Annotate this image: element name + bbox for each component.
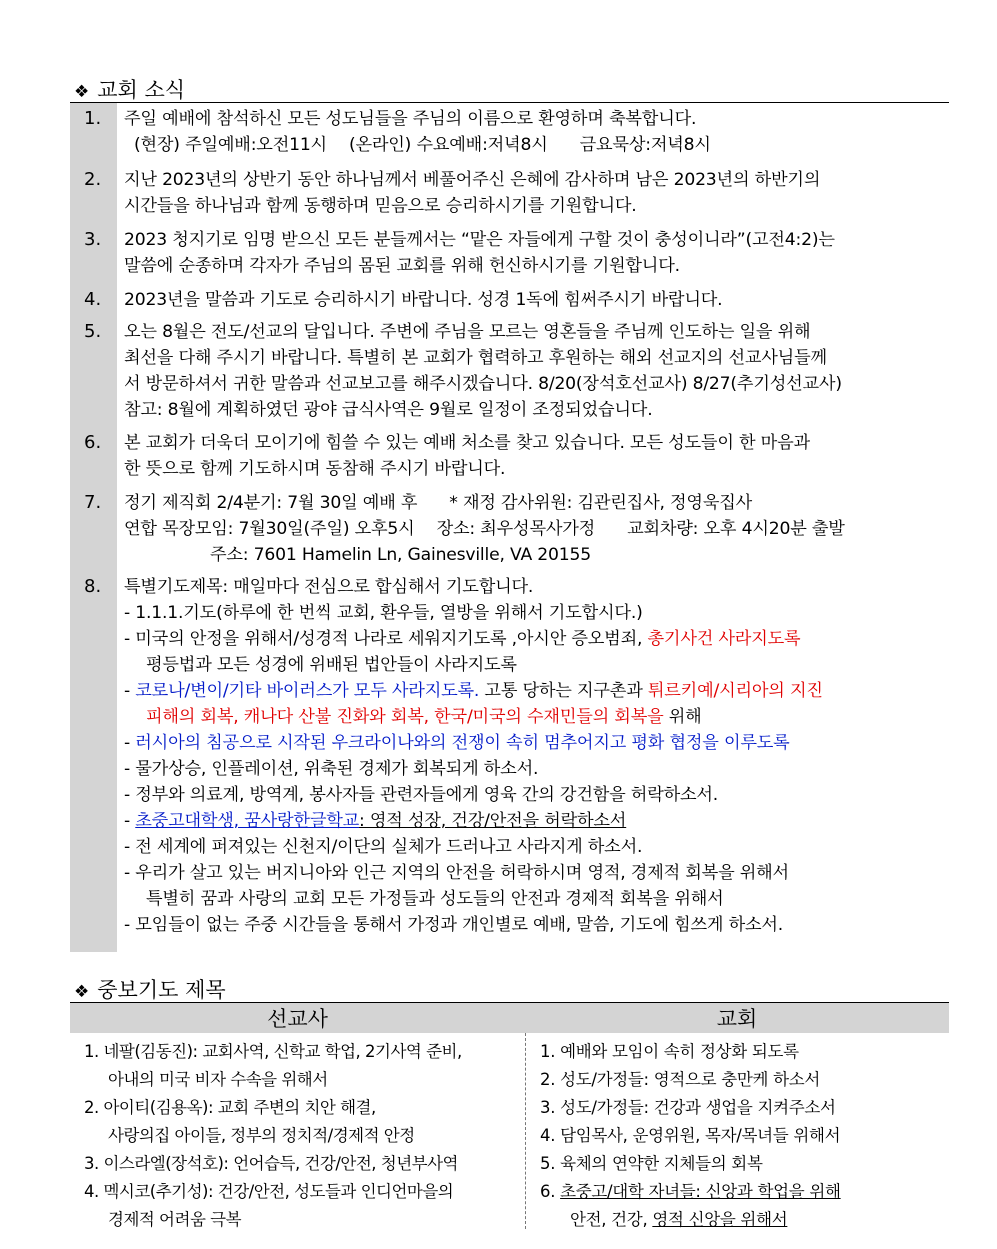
news-line: 서 방문하셔서 귀한 말씀과 선교보고를 해주시겠습니다. 8/20(장석호선교사) 8/27(추기성선교사) — [124, 374, 842, 394]
section-title-intercession — [74, 974, 226, 1004]
news-line: 시간들을 하나님과 함께 동행하며 믿음으로 승리하시기를 기원합니다. — [124, 196, 637, 216]
news-body — [117, 571, 949, 952]
prayer-line: 평등법과 모든 성경에 위배된 법안들이 사라지도록 — [146, 655, 517, 675]
news-line: 지난 2023년의 상반기 동안 하나님께서 베풀어주신 은혜에 감사하며 남은 2023년의 하반기의 — [124, 170, 821, 190]
news-text: (현장) 주일예배:오전11시 — [134, 135, 327, 155]
news-number: 5. — [70, 316, 117, 427]
list-item: 3. 이스라엘(장석호): 언어습득, 건강/안전, 청년부사역 — [84, 1154, 458, 1173]
news-number: 1. — [70, 103, 117, 164]
prayer-line — [124, 626, 945, 652]
list-item: 4. 멕시코(추기성): 건강/안전, 성도들과 인디언마을의 — [84, 1182, 454, 1201]
news-line — [124, 132, 945, 158]
news-item — [70, 284, 949, 316]
highlight-red-text: 피해의 회복, 캐나다 산불 진화와 회복, 한국/미국의 수재민들의 회복을 — [146, 707, 664, 727]
news-line: 2023 청지기로 임명 받으신 모든 분들께서는 “맡은 자들에게 구할 것이 충성이니라”(고전4:2)는 — [124, 230, 835, 250]
news-line — [124, 516, 945, 542]
list-item: 경제적 어려움 극복 — [108, 1210, 242, 1229]
news-text: 장소: 최우성목사가정 — [436, 519, 596, 539]
news-number: 8. — [70, 571, 117, 952]
news-line: 말씀에 순종하며 각자가 주님의 몸된 교회를 위해 헌신하시기를 기원합니다. — [124, 256, 680, 276]
list-number: 6. — [540, 1182, 561, 1201]
prayer-line — [124, 808, 945, 834]
news-line: 주일 예배에 참석하신 모든 성도님들을 주님의 이름으로 환영하며 축복합니다. — [124, 109, 697, 129]
news-line: 본 교회가 더욱더 모이기에 힘쓸 수 있는 예배 처소를 찾고 있습니다. 모든 성도들이 한 마음과 — [124, 433, 810, 453]
news-number: 4. — [70, 284, 117, 316]
highlight-red-text: 튀르키예/시리아의 지진 — [647, 681, 823, 701]
missionary-prayer-list — [84, 1038, 524, 1234]
news-text: - — [124, 811, 136, 831]
prayer-line: - 물가상승, 인플레이션, 위축된 경제가 회복되게 하소서. — [124, 759, 539, 779]
list-item: 2. 아이티(김용옥): 교회 주변의 치안 해결, — [84, 1098, 376, 1117]
news-text: 정기 제직회 2/4분기: 7월 30일 예배 후 — [124, 493, 418, 513]
list-item — [540, 1206, 945, 1234]
church-prayer-list — [540, 1038, 945, 1234]
news-item — [70, 427, 949, 487]
highlight-red-text: 총기사건 사라지도록 — [647, 629, 801, 649]
news-item — [70, 571, 949, 952]
news-line: 참고: 8월에 계획하였던 광야 급식사역은 9월로 일정이 조정되었습니다. — [124, 400, 653, 420]
prayer-heading: 특별기도제목: 매일마다 전심으로 합심해서 기도합니다. — [124, 577, 534, 597]
highlight-blue-text: 러시아의 침공으로 시작된 우크라이나와의 전쟁이 속히 멈추어지고 평화 협정을 이루도록 — [135, 733, 790, 753]
news-body — [117, 487, 949, 571]
news-text: 위해 — [663, 707, 702, 727]
prayer-table-header — [70, 1003, 949, 1033]
news-number: 3. — [70, 224, 117, 284]
underlined-text: 초중고/대학 자녀들: 신앙과 학업을 위해 — [560, 1182, 841, 1201]
news-body — [117, 427, 949, 487]
section-title-text: 중보기도 제목 — [97, 978, 226, 1002]
news-body — [117, 224, 949, 284]
news-item — [70, 224, 949, 284]
news-text: - — [124, 681, 136, 701]
prayer-line — [124, 730, 945, 756]
news-line: 오는 8월은 전도/선교의 달입니다. 주변에 주님을 모르는 영혼들을 주님께 인도하는 일을 위해 — [124, 322, 811, 342]
news-text: 고통 당하는 지구촌과 — [479, 681, 648, 701]
news-text: - — [124, 733, 136, 753]
diamond-bullet-icon: ❖ — [74, 982, 90, 1002]
news-line: 최선을 다해 주시기 바랍니다. 특별히 본 교회가 협력하고 후원하는 해외 선교지의 선교사님들께 — [124, 348, 827, 368]
list-item: 2. 성도/가정들: 영적으로 충만케 하소서 — [540, 1070, 821, 1089]
news-line — [124, 490, 945, 516]
news-number: 6. — [70, 427, 117, 487]
prayer-line: - 1.1.1.기도(하루에 한 번씩 교회, 환우들, 열방을 위해서 기도합시다.) — [124, 603, 643, 623]
news-item — [70, 164, 949, 224]
list-item: 아내의 미국 비자 수속을 위해서 — [108, 1070, 328, 1089]
news-list — [70, 103, 949, 952]
section-title-text: 교회 소식 — [97, 78, 186, 102]
news-item — [70, 487, 949, 571]
list-item: 1. 예배와 모임이 속히 정상화 되도록 — [540, 1042, 799, 1061]
prayer-line — [124, 704, 945, 730]
news-number: 2. — [70, 164, 117, 224]
news-text: 안전, 건강, — [570, 1210, 653, 1229]
news-text: (온라인) 수요예배:저녁8시 — [348, 135, 548, 155]
prayer-line: - 전 세계에 퍼져있는 신천지/이단의 실체가 드러나고 사라지게 하소서. — [124, 837, 643, 857]
news-item — [70, 103, 949, 164]
news-line: 한 뜻으로 함께 기도하시며 동참해 주시기 바랍니다. — [124, 459, 506, 479]
prayer-line: - 우리가 살고 있는 버지니아와 인근 지역의 안전을 허락하시며 영적, 경제적 회복을 위해서 — [124, 863, 789, 883]
news-line: 2023년을 말씀과 기도로 승리하시기 바랍니다. 성경 1독에 힘써주시기 바랍니다. — [124, 290, 723, 310]
list-item: 3. 성도/가정들: 건강과 생업을 지켜주소서 — [540, 1098, 836, 1117]
news-text: * 재정 감사위원: 김관린집사, 정영욱집사 — [449, 493, 753, 513]
news-text: 금요묵상:저녁8시 — [579, 135, 711, 155]
diamond-bullet-icon: ❖ — [74, 82, 90, 102]
prayer-line: 특별히 꿈과 사랑의 교회 모든 가정들과 성도들의 안전과 경제적 회복을 위해서 — [146, 889, 724, 909]
list-item: 5. 육체의 연약한 지체들의 회복 — [540, 1154, 763, 1173]
highlight-blue-text: 초중고대학생, 꿈사랑한글학교 — [135, 811, 360, 831]
column-header-church: 교회 — [716, 1007, 758, 1031]
news-body — [117, 164, 949, 224]
news-text: 연합 목장모임: 7월30일(주일) 오후5시 — [124, 519, 415, 539]
news-text: 교회차량: 오후 4시20분 출발 — [627, 519, 845, 539]
prayer-line: - 모임들이 없는 주중 시간들을 통해서 가정과 개인별로 예배, 말씀, 기도에 힘쓰게 하소서. — [124, 915, 784, 935]
list-item: 4. 담임목사, 운영위원, 목자/목녀들 위해서 — [540, 1126, 841, 1145]
column-divider — [525, 1033, 526, 1229]
news-item — [70, 316, 949, 427]
section-title-news — [74, 74, 185, 104]
address-line: 주소: 7601 Hamelin Ln, Gainesville, VA 20155 — [210, 545, 591, 565]
news-body — [117, 316, 949, 427]
prayer-line: - 정부와 의료계, 방역계, 봉사자들 관련자들에게 영육 간의 강건함을 허락하소서. — [124, 785, 719, 805]
list-item: 사랑의집 아이들, 정부의 정치적/경제적 안정 — [108, 1126, 415, 1145]
underlined-text: 영적 신앙을 위해서 — [652, 1210, 788, 1229]
list-item — [540, 1178, 945, 1206]
underlined-text: : 영적 성장, 건강/안전을 허락하소서 — [359, 811, 627, 831]
column-header-missionary: 선교사 — [267, 1007, 328, 1031]
highlight-blue-text: 코로나/변이/기타 바이러스가 모두 사라지도록. — [135, 681, 480, 701]
news-number: 7. — [70, 487, 117, 571]
news-text: - 미국의 안정을 위해서/성경적 나라로 세워지기도록 ,아시안 증오범죄, — [124, 629, 648, 649]
news-body — [117, 103, 949, 164]
news-body — [117, 284, 949, 316]
list-item: 1. 네팔(김동진): 교회사역, 신학교 학업, 2기사역 준비, — [84, 1042, 462, 1061]
prayer-line — [124, 678, 945, 704]
